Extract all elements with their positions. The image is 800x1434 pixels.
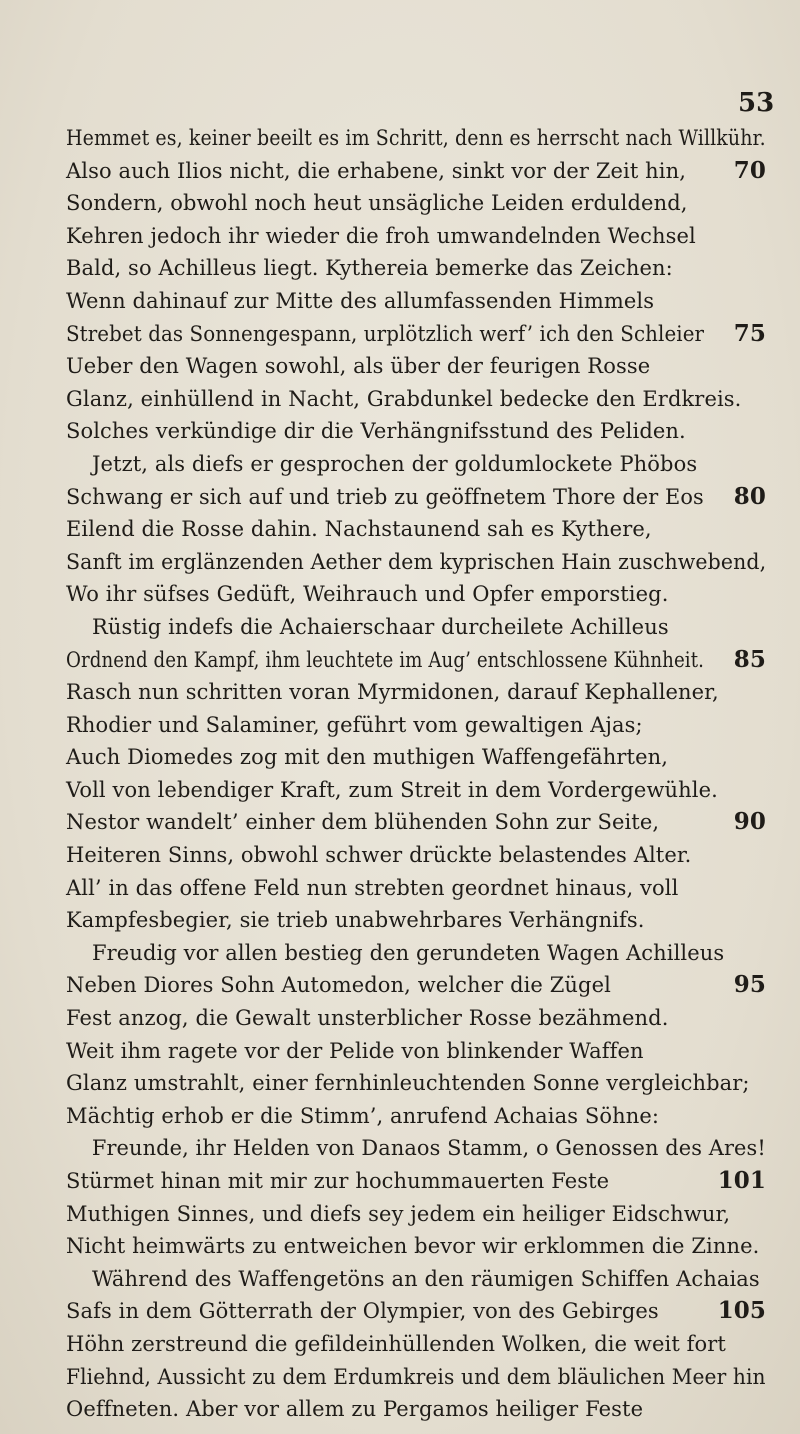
verse-text: Muthigen Sinnes, und diefs sey jedem ein heiliger Eidschwur, (66, 1201, 731, 1226)
line-number: 85 (733, 645, 766, 673)
verse-line (66, 285, 766, 318)
verse-text: Kampfesbegier, sie trieb unabwehrbares Verhängnifs. (66, 908, 645, 933)
verse-line (66, 1035, 766, 1068)
verse-text: Oeffneten. Aber vor allem zu Pergamos heiliger Feste (66, 1397, 644, 1422)
line-number: 101 (717, 1167, 766, 1194)
verse-line (66, 676, 766, 709)
verse-line (66, 872, 766, 905)
verse-text: Rasch nun schritten voran Myrmidonen, darauf Kephallener, (66, 680, 719, 705)
verse-text: Mächtig erhob er die Stimm’, anrufend Achaias Söhne: (66, 1103, 660, 1128)
verse-text: Weit ihm ragete vor der Pelide von blinkender Waffen (66, 1038, 644, 1063)
verse-line (66, 383, 766, 416)
verse-line (66, 220, 766, 253)
verse-text: Freunde, ihr Helden von Danaos Stamm, o Genossen des Ares! (91, 1136, 766, 1161)
verse-line (66, 1295, 766, 1328)
verse-text: Freudig vor allen bestieg den gerundeten Wagen Achilleus (92, 940, 725, 965)
verse-line (66, 1328, 766, 1361)
verse-line (66, 1198, 766, 1231)
line-number: 95 (733, 971, 766, 999)
verse-line (66, 318, 766, 351)
verse-text: Ueber den Wagen sowohl, als über der feurigen Rosse (66, 354, 651, 379)
verse-text: Nicht heimwärts zu entweichen bevor wir erklommen die Zinne. (66, 1234, 760, 1259)
verse-text: Glanz, einhüllend in Nacht, Grabdunkel bedecke den Erdkreis. (66, 386, 742, 411)
verse-text: Wo ihr süfses Gedüft, Weihrauch und Opfer emporstieg. (66, 582, 669, 607)
verse-text: Sanft im erglänzenden Aether dem kyprischen Hain zuschwebend, (66, 549, 767, 574)
verse-line (66, 1393, 766, 1426)
verse-line (66, 122, 766, 155)
verse-line (66, 578, 766, 611)
verse-text: Rüstig indefs die Achaierschaar durcheilete Achilleus (92, 614, 669, 639)
verse-line (66, 252, 766, 285)
verse-line (66, 806, 766, 839)
verse-line (66, 1263, 766, 1296)
line-number: 70 (733, 156, 766, 184)
verse-text: Jetzt, als diefs er gesprochen der goldumlockete Phöbos (92, 451, 698, 476)
page-number: 53 (738, 88, 775, 118)
verse-text: Fliehnd, Aussicht zu dem Erdumkreis und dem bläulichen Meer hin (66, 1364, 766, 1389)
verse-line (66, 155, 766, 188)
verse-line (66, 644, 766, 677)
verse-line (66, 546, 766, 579)
verse-text: Voll von lebendiger Kraft, zum Streit in dem Vordergewühle. (66, 777, 718, 802)
verse-text: Höhn zerstreund die gefildeinhüllenden Wolken, die weit fort (66, 1331, 726, 1356)
verse-line (66, 1002, 766, 1035)
verse-line (66, 969, 766, 1002)
verse-text: Wenn dahinauf zur Mitte des allumfassenden Himmels (66, 288, 655, 313)
verse-line (66, 839, 766, 872)
verse-line (66, 709, 766, 742)
verse-text: All’ in das offene Feld nun strebten geordnet hinaus, voll (66, 875, 679, 900)
verse-text: Nestor wandelt’ einher dem blühenden Sohn zur Seite, (66, 810, 660, 835)
verse-line (66, 448, 766, 481)
line-number: 75 (733, 319, 766, 347)
verse-text: Eilend die Rosse dahin. Nachstaunend sah es Kythere, (66, 517, 652, 542)
verse-line (66, 350, 766, 383)
verse-text: Rhodier und Salaminer, geführt vom gewaltigen Ajas; (66, 712, 643, 737)
verse-text: Stürmet hinan mit mir zur hochummauerten Feste (66, 1169, 610, 1193)
verse-text: Schwang er sich auf und trieb zu geöffnetem Thore der Eos (66, 484, 704, 509)
verse-line (66, 774, 766, 807)
verse-line (66, 1067, 766, 1100)
verse-text: Fest anzog, die Gewalt unsterblicher Rosse bezähmend. (66, 1006, 669, 1031)
verse-text: Neben Diores Sohn Automedon, welcher die Zügel (66, 973, 611, 998)
verse-text: Safs in dem Götterrath der Olympier, von des Gebirges (66, 1299, 659, 1324)
verse-text: Kehren jedoch ihr wieder die froh umwandelnden Wechsel (66, 223, 696, 248)
verse-line (66, 1230, 766, 1263)
verse-text: Also auch Ilios nicht, die erhabene, sinkt vor der Zeit hin, (66, 158, 687, 183)
verse-text: Solches verkündige dir die Verhängnifsstund des Peliden. (66, 419, 686, 444)
line-number: 90 (733, 808, 766, 836)
verse-line (66, 187, 766, 220)
verse-line (66, 1361, 766, 1394)
verse-line (66, 1165, 766, 1198)
verse-line (66, 904, 766, 937)
verse-line (66, 1100, 766, 1133)
verse-text: Glanz umstrahlt, einer fernhinleuchtenden Sonne vergleichbar; (66, 1071, 750, 1096)
verse-line (66, 611, 766, 644)
verse-text: Bald, so Achilleus liegt. Kythereia bemerke das Zeichen: (66, 256, 673, 281)
verse-text: Hemmet es, keiner beeilt es im Schritt, denn es herrscht nach Willkühr. (66, 126, 766, 150)
verse-line (66, 415, 766, 448)
verse-block (66, 122, 766, 1426)
verse-text: Ordnend den Kampf, ihm leuchtete im Aug’ entschlossene Kühnheit. (66, 647, 704, 672)
verse-line (66, 481, 766, 514)
verse-line (66, 1132, 766, 1165)
verse-text: Während des Waffengetöns an den räumigen Schiffen Achaias (92, 1266, 760, 1291)
verse-text: Heiteren Sinns, obwohl schwer drückte belastendes Alter. (66, 843, 692, 868)
verse-text: Strebet das Sonnengespann, urplötzlich werf’ ich den Schleier (66, 321, 705, 346)
verse-text: Auch Diomedes zog mit den muthigen Waffengefährten, (66, 745, 669, 770)
line-number: 80 (733, 482, 766, 510)
verse-line (66, 513, 766, 546)
line-number: 105 (717, 1297, 766, 1325)
verse-line (66, 937, 766, 970)
verse-line (66, 741, 766, 774)
verse-text: Sondern, obwohl noch heut unsägliche Leiden erduldend, (66, 191, 688, 216)
